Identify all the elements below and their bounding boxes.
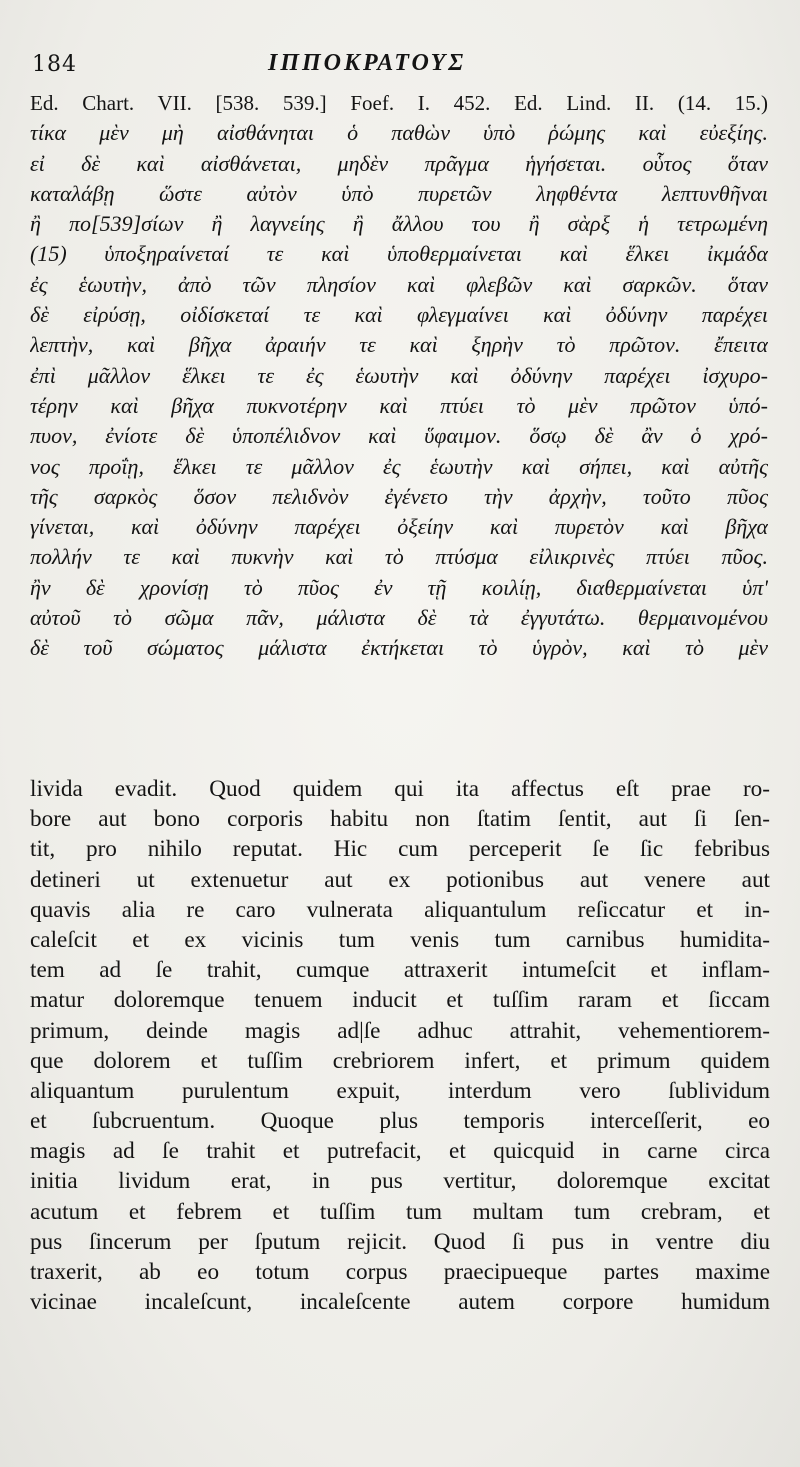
latin-line: detineri ut extenuetur aut ex potionibus aut venere aut xyxy=(30,866,770,893)
latin-line: que dolorem et tuſſim crebriorem infert, et primum quidem xyxy=(30,1047,770,1074)
greek-line: αὐτοῦ τὸ σῶμα πᾶν, μάλιστα δὲ τὰ ἐγγυτάτω. θερμαινομένου xyxy=(30,605,768,631)
greek-line: τίκα μὲν μὴ αἰσθάνηται ὁ παθὼν ὑπὸ ῥώμης καὶ εὐεξίης. xyxy=(30,120,768,146)
greek-text-block xyxy=(30,88,768,664)
greek-line: γίνεται, καὶ ὀδύνην παρέχει ὀξείην καὶ πυρετὸν καὶ βῆχα xyxy=(30,514,768,540)
greek-line: ἢν δὲ χρονίσῃ τὸ πῦος ἐν τῇ κοιλίῃ, διαθερμαίνεται ὑπ' xyxy=(30,574,768,600)
latin-line: matur doloremque tenuem inducit et tuſſim raram et ſiccam xyxy=(30,987,770,1014)
greek-line: εἰ δὲ καὶ αἰσθάνεται, μηδὲν πρᾶγμα ἡγήσεται. οὗτος ὅταν xyxy=(30,150,768,176)
greek-line: ἐπὶ μᾶλλον ἕλκει τε ἐς ἑωυτὴν καὶ ὀδύνην παρέχει ἰσχυρο- xyxy=(30,362,768,388)
latin-line: traxerit, ab eo totum corpus praecipueque partes maxime xyxy=(30,1259,770,1285)
latin-line: et ſubcruentum. Quoque plus temporis interceſſerit, eo xyxy=(30,1108,770,1135)
latin-text-block xyxy=(30,774,770,1317)
greek-line: λεπτὴν, καὶ βῆχα ἀραιήν τε καὶ ξηρὴν τὸ πρῶτον. ἔπειτα xyxy=(30,332,768,358)
greek-line: καταλάβῃ ὥστε αὐτὸν ὑπὸ πυρετῶν ληφθέντα λεπτυνθῆναι xyxy=(30,180,768,206)
latin-line: tit, pro nihilo reputat. Hic cum perceperit ſe ſic febribus xyxy=(30,836,770,863)
latin-line: bore aut bono corporis habitu non ſtatim ſentit, aut ſi ſen- xyxy=(30,806,770,833)
running-head: ΙΠΠΟΚΡΑΤΟΥΣ xyxy=(268,50,467,76)
greek-line: νος προΐῃ, ἕλκει τε μᾶλλον ἐς ἑωυτὴν καὶ σήπει, καὶ αὐτῆς xyxy=(30,453,768,479)
greek-line: ἐς ἑωυτὴν, ἀπὸ τῶν πλησίον καὶ φλεβῶν καὶ σαρκῶν. ὅταν xyxy=(30,271,768,297)
greek-line: πυον, ἐνίοτε δὲ ὑποπέλιδνον καὶ ὕφαιμον. ὅσῳ δὲ ἂν ὁ χρό- xyxy=(30,423,768,449)
latin-line: caleſcit et ex vicinis tum venis tum carnibus humidita- xyxy=(30,926,770,953)
greek-line: (15) ὑποξηραίνεταί τε καὶ ὑποθερμαίνεται καὶ ἕλκει ἰκμάδα xyxy=(30,241,768,267)
latin-line: livida evadit. Quod quidem qui ita affectus eſt prae ro- xyxy=(30,776,770,802)
greek-line: δὲ εἰρύσῃ, οἰδίσκεταί τε καὶ φλεγμαίνει καὶ ὀδύνην παρέχει xyxy=(30,302,768,328)
page-number: 184 xyxy=(32,52,77,77)
latin-line: magis ad ſe trahit et putrefacit, et quicquid in carne circa xyxy=(30,1138,770,1165)
greek-line: τέρην καὶ βῆχα πυκνοτέρην καὶ πτύει τὸ μὲν πρῶτον ὑπό- xyxy=(30,392,768,418)
latin-line: quavis alia re caro vulnerata aliquantulum reſiccatur et in- xyxy=(30,896,770,923)
latin-line: pus ſincerum per ſputum rejicit. Quod ſi pus in ventre diu xyxy=(30,1228,770,1255)
latin-line: vicinae incaleſcunt, incaleſcente autem corpore humidum xyxy=(30,1289,770,1316)
greek-line: τῆς σαρκὸς ὅσον πελιδνὸν ἐγένετο τὴν ἀρχὴν, τοῦτο πῦος xyxy=(30,483,768,509)
page-header xyxy=(28,46,780,82)
greek-line: πολλήν τε καὶ πυκνὴν καὶ τὸ πτύσμα εἰλικρινὲς πτύει πῦος. xyxy=(30,544,768,570)
latin-line: tem ad ſe trahit, cumque attraxerit intumeſcit et inflam- xyxy=(30,957,770,984)
greek-line: δὲ τοῦ σώματος μάλιστα ἐκτήκεται τὸ ὑγρὸν, καὶ τὸ μὲν xyxy=(30,635,768,661)
edition-references-line: Ed. Chart. VII. [538. 539.] Foef. I. 452. Ed. Lind. II. (14. 15.) xyxy=(30,91,768,115)
latin-line: primum, deinde magis ad|ſe adhuc attrahit, vehementiorem- xyxy=(30,1017,770,1044)
latin-line: acutum et febrem et tuſſim tum multam tum crebram, et xyxy=(30,1198,770,1225)
greek-line: ἢ πο[539]σίων ἢ λαγνείης ἢ ἄλλου του ἢ σὰρξ ἡ τετρωμένη xyxy=(30,211,768,237)
latin-line: aliquantum purulentum expuit, interdum vero ſublividum xyxy=(30,1077,770,1104)
latin-line: initia lividum erat, in pus vertitur, doloremque excitat xyxy=(30,1168,770,1195)
